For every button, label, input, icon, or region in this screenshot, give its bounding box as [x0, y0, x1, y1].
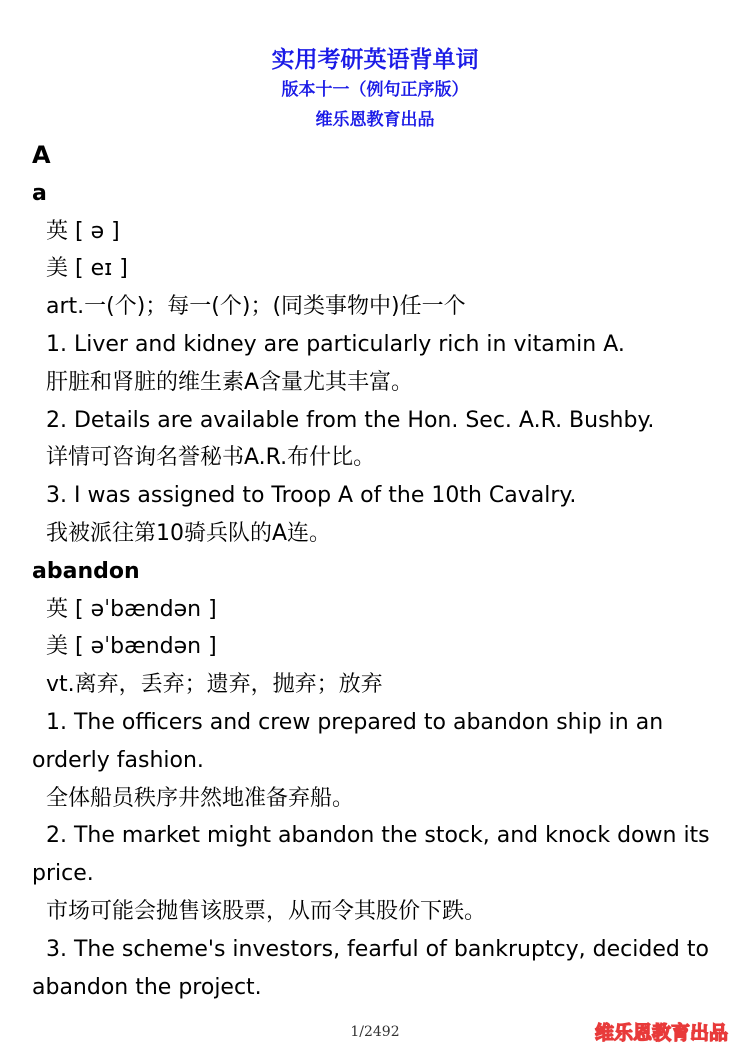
word-entry [32, 175, 732, 553]
example-en-continued: abandon the project. [32, 974, 262, 1000]
example-en: 3. The scheme's investors, fearful of bankruptcy, decided to [46, 936, 709, 962]
example-zh: 全体船员秩序井然地准备弃船。 [46, 785, 355, 811]
page-number: 1/2492 [350, 1024, 400, 1040]
example-zh: 市场可能会抛售该股票，从而令其股价下跌。 [46, 898, 487, 924]
headword: abandon [32, 558, 140, 584]
publisher-line: 维乐恩教育出品 [315, 110, 435, 130]
document-title: 实用考研英语背单词 [271, 47, 479, 73]
example-zh: 详情可咨询名誉秘书A.R.布什比。 [46, 445, 376, 471]
us-pronunciation: 美 [ əˈbændən ] [46, 634, 217, 660]
us-pronunciation: 美 [ eɪ ] [46, 256, 128, 282]
example-en: 1. The officers and crew prepared to abandon ship in an [46, 709, 664, 735]
uk-pronunciation: 英 [ ə ] [46, 218, 120, 244]
definition: art.一(个)；每一(个)；(同类事物中)任一个 [46, 294, 466, 320]
example-zh: 肝脏和肾脏的维生素A含量尤其丰富。 [46, 369, 414, 395]
section-letter: A [32, 141, 51, 169]
example-en: 2. The market might abandon the stock, and knock down its [46, 823, 710, 849]
word-entry [32, 553, 732, 1007]
definition: vt.离弃，丢弃；遗弃，抛弃；放弃 [46, 672, 383, 698]
uk-pronunciation: 英 [ əˈbændən ] [46, 596, 217, 622]
example-en: 1. Liver and kidney are particularly rich in vitamin A. [46, 331, 625, 357]
document-subtitle: 版本十一（例句正序版） [281, 80, 469, 100]
example-en-continued: price. [32, 861, 94, 887]
example-en: 2. Details are available from the Hon. Sec. A.R. Bushby. [46, 407, 655, 433]
vocabulary-list [32, 137, 732, 1006]
headword: a [32, 180, 47, 206]
example-en: 3. I was assigned to Troop A of the 10th Cavalry. [46, 483, 577, 509]
example-en-continued: orderly fashion. [32, 747, 204, 773]
example-zh: 我被派往第10骑兵队的A连。 [46, 520, 332, 546]
watermark-logo: 维乐恩教育出品 [594, 1022, 728, 1044]
